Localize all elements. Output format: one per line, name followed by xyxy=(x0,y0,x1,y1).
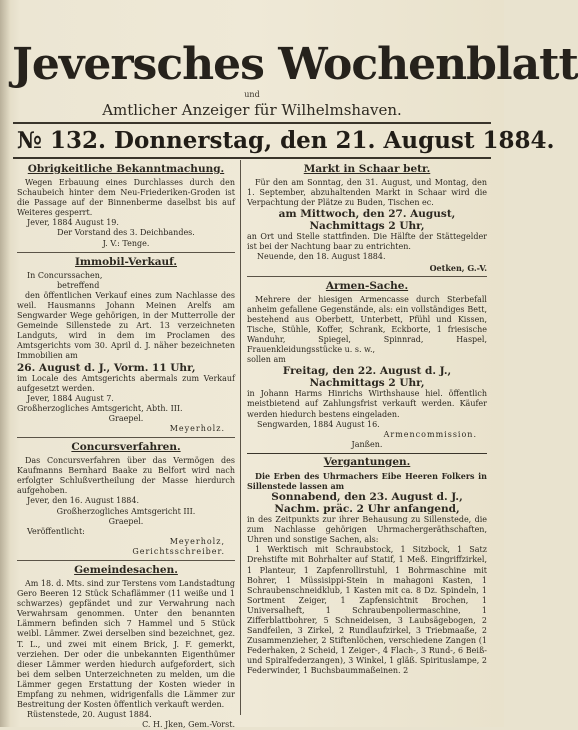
notice-list-vergantungen: 1 Werktisch mit Schraubstock, 1 Sitzbock, 1 Satz Drehstifte mit Bohrhalter auf Statif, 1 Meß. Eingriffzirkel, 1 Planteur, 1 Zapfenrollirstuhl, 1 Bohrmaschine mit Bohrer, 1 Müssisippi-Stein in mahagoni Kasten, 1 Schraubenschneidklub, 1 Kasten mit ca. 8 Dz. Spindeln, 1 Sortment Zeiger, 1 Zapfensichtnit Brochen, 1 Universalheft, 1 Schraubenpoliermaschine, 1 Zifferblattbohrer, 5 Schneideisen, 3 Laubsägebogen, 2 Sandfeilen, 3 Zirkel, 2 Rundlaufzirkel, 3 Triebmaaße, 2 Zusammenzieher, 2 Stiftenlöchen, verschiedene Zangen (1 Federhaken, 2 Scheid, 1 Zeiger-, 4 Flach-, 3 Rund-, 6 Beiß- und Spiralfederzangen), 3 Winkel, 1 gläß. Spirituslampe, 2 Federwinder, 1 Buchsbaummaßeinen. 2 xyxy=(247,545,487,676)
separator xyxy=(247,453,487,454)
left-column xyxy=(17,162,235,730)
notice-place-armen: Sengwarden, 1884 August 16. xyxy=(257,419,380,429)
masthead-title: Jeversches Wochenblatt xyxy=(12,39,578,90)
notice-place-immobil: Jever, 1884 August 7. xyxy=(27,393,114,403)
masthead-rule-bottom xyxy=(13,157,491,159)
notice-text-gemeinde: Am 18. d. Mts. sind zur Terstens vom Landstadtung Gero Beeren 12 Stück Schaflämmer (11 weiße und 1 schwarzes) gepfändet und zur Verwahrung nach Verwahrsam genommen. Unter den benannten Lämmern befinden sich 7 Hammel und 5 Stück weibl. Lämmer. Zwei derselben sind bezeichnet, gez. T. L., und zwei mit einem Brick, J. F. gemerkt, verziehen. Der oder die unbekannten Eigenthümer dieser Lämmer werden hiedurch aufgefordert, sich bei dem selben Unterzeichneten zu melden, um die Lämmer gegen Erstattung der Kosten wieder in Empfang zu nehmen, widrigenfalls die Lämmer zur Bestreitung der Kosten öffentlich verkauft werden. xyxy=(17,579,235,710)
notice-date-immobil: 26. August d. J., Vorm. 11 Uhr, xyxy=(17,361,196,374)
notice-line-betreffend: betreffend xyxy=(57,280,100,290)
notice-sig-armen: Janßen. xyxy=(351,439,383,449)
notice-text-immobil: den öffentlichen Verkauf eines zum Nachlasse des weil. Hausmanns Johann Meinen Arelfs am Sengwarder Wege gehörigen, in der Mutterrolle der Gemeinde Sillenstede zu Art. 13 verzeichneten Landguts, wird in dem im Proclamen des Amtsgerichts vom 30. April d. J. näher bezeichneten Immobilien am xyxy=(17,290,235,361)
notice-sig2-concurs: Gerichtsschreiber. xyxy=(132,546,225,556)
notice-name-concurs: Graepel. xyxy=(108,516,144,526)
notice-court-immobil: Großherzogliches Amtsgericht, Abth. III. xyxy=(17,403,183,413)
notice-text-markt: Für den am Sonntag, den 31. August, und Montag, den 1. September, abzuhaltenden Markt in Schaar wird die Verpachtung der Plätze zu Buden, Tischen ec. xyxy=(247,178,487,208)
notice-time-armen: Nachmittags 2 Uhr, xyxy=(309,377,425,390)
notice-line-concurs: In Concurssachen, xyxy=(27,270,103,280)
notice-heading-immobil: Immobil-Verkauf. xyxy=(75,255,177,268)
column-divider xyxy=(240,160,241,715)
notice-date-armen: Freitag, den 22. August d. J., xyxy=(282,365,452,378)
notice-place-markt: Neuende, den 18. August 1884. xyxy=(257,252,386,262)
notice-text-armen: Mehrere der hiesigen Armencasse durch Sterbefall anheim gefallene Gegenstände, als: ein vollständiges Bett, bestehend aus Oberbett, Unterbett, Pfühl und Kissen, Tische, Stühle, Koffer, Schrank, Eckborte, 1 friesische Wanduhr, Spiegel, Spinnrad, Haspel, Frauenkleidungsstücke u. s. w., xyxy=(247,294,487,355)
masthead-subtitle: Amtlicher Anzeiger für Wilhelmshaven. xyxy=(102,101,402,119)
notice-heading-markt: Markt in Schaar betr. xyxy=(303,163,431,175)
notice-sig-markt: Oetken, G.-V. xyxy=(429,262,487,273)
notice-verif-concurs: Veröffentlicht: xyxy=(27,526,85,536)
notice-heading-vergantungen: Vergantungen. xyxy=(323,455,411,468)
notice-name-immobil: Graepel. xyxy=(108,413,144,423)
notice-text-vergantungen: Die Erben des Uhrmachers Eibe Heeren Folkers in Sillenstede lassen am xyxy=(247,470,487,491)
notice-heading-gemeinde: Gemeindesachen. xyxy=(74,564,178,576)
notice-comm-armen: Armencommission. xyxy=(383,429,477,439)
notice-heading-armen: Armen-Sache. xyxy=(325,279,409,292)
separator xyxy=(17,560,235,561)
notice-sign1-bekanntmachung: Der Vorstand des 3. Deichbandes. xyxy=(57,228,195,238)
separator xyxy=(17,252,235,253)
notice-text2-markt: an Ort und Stelle stattfinden. Die Hälfte der Stättegelder ist bei der Nachtung baar zu entrichten. xyxy=(247,232,487,252)
notice-sig1-concurs: Meyerholz, xyxy=(169,536,225,546)
notice-sign2-bekanntmachung: J. V.: Tenge. xyxy=(102,238,150,248)
notice-time-markt: Nachmittags 2 Uhr, xyxy=(309,220,425,233)
notice-text2-vergantungen: in des Zeitpunkts zur ihrer Behausung zu Sillenstede, die zum Nachlasse gehörigen Uhrmachergeräthschaften, Uhren und sonstige Sachen, als: xyxy=(247,515,487,545)
notice-sig-gemeinde: C. H. Jken, Gem.-Vorst. xyxy=(142,720,235,730)
masthead-rule-top xyxy=(13,122,491,124)
notice-sig-immobil: Meyerholz. xyxy=(169,423,225,433)
notice-court-concurs: Großherzogliches Amtsgericht III. xyxy=(56,506,196,516)
notice-text2-armen: in Johann Harms Hinrichs Wirthshause hiel. öffentlich meistbietend auf Zahlungsfrist verkauft werden. Käufer werden hiedurch bestens eingeladen. xyxy=(247,389,487,419)
separator xyxy=(247,276,487,277)
notice-date-bekanntmachung: Jever, 1884 August 19. xyxy=(27,218,119,228)
notice-sollen-armen: sollen am xyxy=(247,355,286,365)
notice-text-bekanntmachung: Wegen Erbauung eines Durchlasses durch den Schaubeich hinter dem Neu-Friederiken-Groden ist die Passage auf der Binnenberme daselbst bis auf Weiteres gesperrt. xyxy=(17,178,235,218)
notice-text2-immobil: im Locale des Amtsgerichts abermals zum Verkauf aufgesetzt werden. xyxy=(17,373,235,393)
notice-heading-bekanntmachung: Obrigkeitliche Bekanntmachung. xyxy=(27,163,225,175)
masthead-und: und xyxy=(244,90,260,99)
notice-date-gemeinde: Rüstenstede, 20. August 1884. xyxy=(27,710,152,720)
notice-date-markt: am Mittwoch, den 27. August, xyxy=(278,208,456,221)
issue-line: № 132. Donnerstag, den 21. August 1884. xyxy=(17,127,555,154)
separator xyxy=(17,437,235,438)
notice-text-concurs: Das Concursverfahren über das Vermögen des Kaufmanns Bernhard Baake zu Belfort wird nach erfolgter Schlußvertheilung der Masse hierdurch aufgehoben. xyxy=(17,456,235,496)
right-column xyxy=(247,162,487,677)
notice-heading-concurs: Concursverfahren. xyxy=(71,441,181,454)
notice-date-concurs: Jever, den 16. August 1884. xyxy=(27,496,140,506)
notice-time-vergantungen: Nachm. präc. 2 Uhr anfangend, xyxy=(274,503,460,516)
notice-date-vergantungen: Sonnabend, den 23. August d. J., xyxy=(271,491,463,504)
